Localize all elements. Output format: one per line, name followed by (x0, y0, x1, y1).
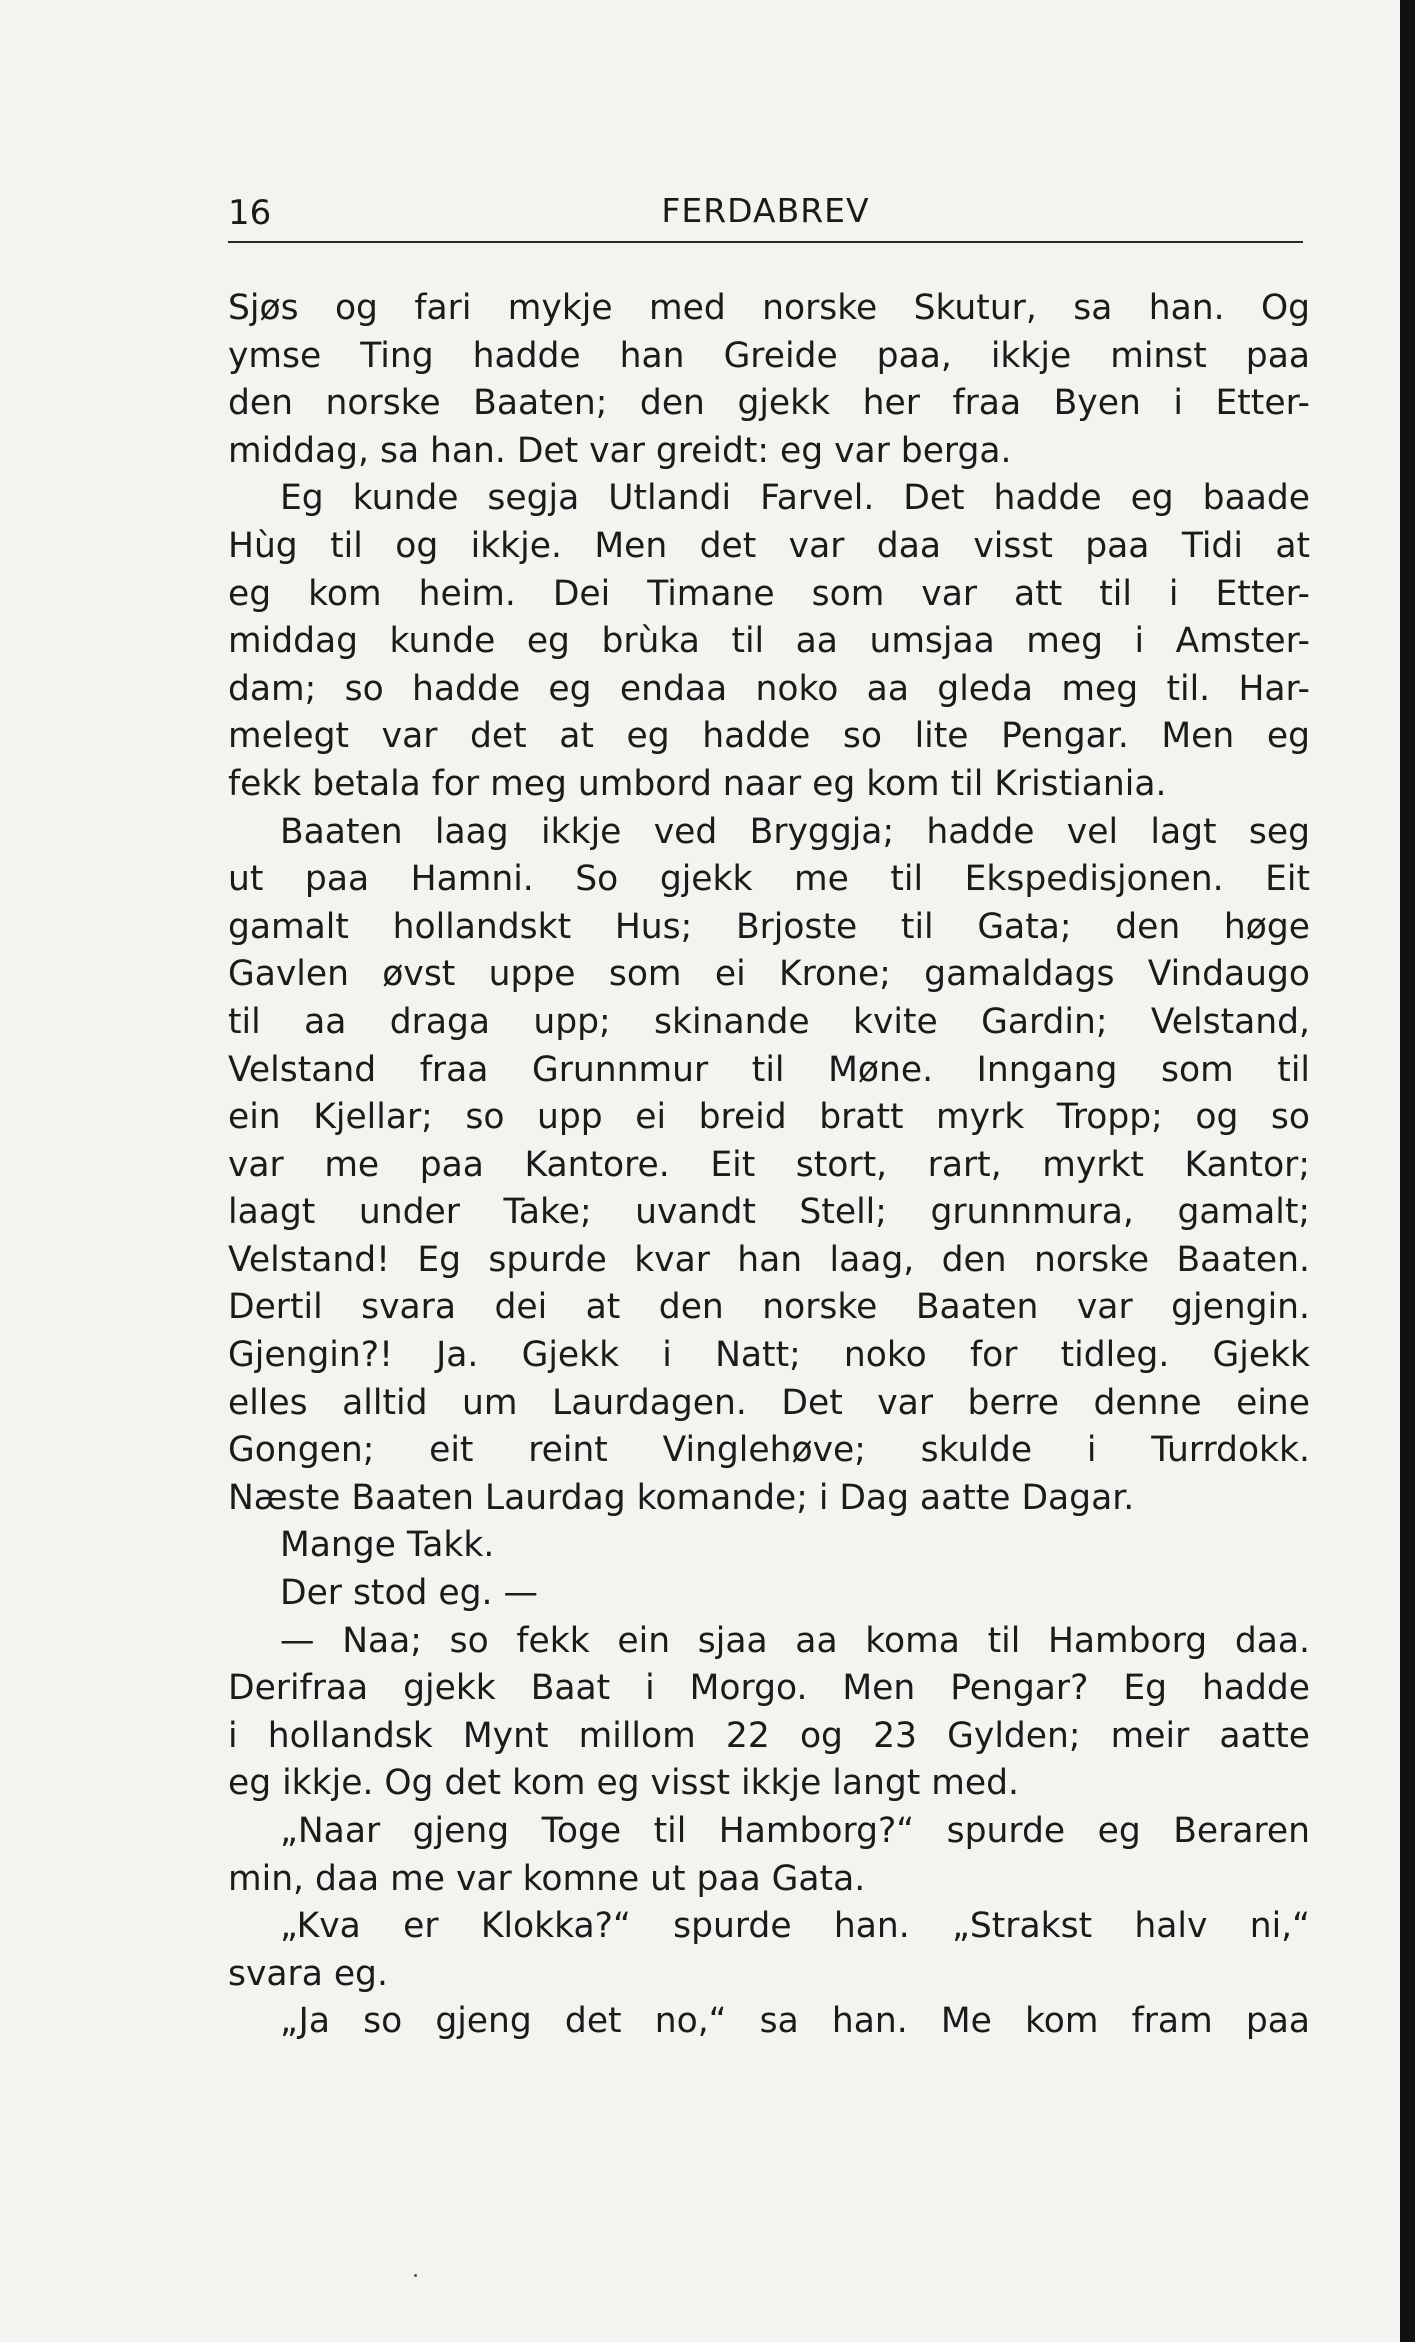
text-line: elles alltid um Laurdagen. Det var berre denne eine (228, 1382, 1310, 1423)
text-line: laagt under Take; uvandt Stell; grunnmura, gamalt; (228, 1192, 1310, 1233)
text-line: „Naar gjeng Toge til Hamborg?“ spurde eg Beraren (280, 1811, 1310, 1851)
text-line: Gavlen øvst uppe som ei Krone; gamaldags Vindaugo (228, 954, 1310, 995)
text-line: Gongen; eit reint Vinglehøve; skulde i Turrdokk. (228, 1430, 1310, 1471)
page-number: 16 (228, 193, 272, 233)
text-line: til aa draga upp; skinande kvite Gardin; Velstand, (228, 1001, 1310, 1042)
text-line: — Naa; so fekk ein sjaa aa koma til Hamborg daa. (280, 1620, 1310, 1661)
text-line: Sjøs og fari mykje med norske Skutur, sa han. Og (228, 288, 1310, 328)
paper-speck (414, 2274, 417, 2277)
text-line: eg kom heim. Dei Timane som var att til i Etter- (228, 573, 1310, 614)
text-line: ein Kjellar; so upp ei breid bratt myrk Tropp; og so (228, 1097, 1310, 1138)
text-line: Næste Baaten Laurdag komande; i Dag aatte Dagar. (228, 1477, 1135, 1518)
text-line: Der stod eg. — (280, 1573, 538, 1614)
text-line: dam; so hadde eg endaa noko aa gleda meg til. Har- (228, 668, 1310, 709)
text-line: melegt var det at eg hadde so lite Pengar. Men eg (228, 716, 1310, 757)
running-title: FERDABREV (661, 191, 870, 230)
page-header (228, 185, 1303, 243)
text-line: „Ja so gjeng det no,“ sa han. Me kom fram paa (280, 2001, 1310, 2042)
text-line: den norske Baaten; den gjekk her fraa Byen i Etter- (228, 383, 1310, 424)
text-line: gamalt hollandskt Hus; Brjoste til Gata; den høge (228, 906, 1310, 947)
text-line: Velstand fraa Grunnmur til Møne. Inngang som til (228, 1049, 1310, 1090)
text-line: Dertil svara dei at den norske Baaten var gjengin. (228, 1287, 1310, 1328)
text-line: ymse Ting hadde han Greide paa, ikkje minst paa (228, 335, 1310, 376)
text-line: svara eg. (228, 1953, 388, 1994)
text-line: eg ikkje. Og det kom eg visst ikkje langt med. (228, 1763, 1019, 1804)
text-line: var me paa Kantore. Eit stort, rart, myrkt Kantor; (228, 1144, 1310, 1185)
text-line: fekk betala for meg umbord naar eg kom til Kristiania. (228, 763, 1167, 804)
text-line: min, daa me var komne ut paa Gata. (228, 1858, 866, 1899)
scan-edge (1400, 0, 1415, 2342)
text-line: middag kunde eg brùka til aa umsjaa meg i Amster- (228, 621, 1310, 662)
text-line: Hùg til og ikkje. Men det var daa visst paa Tidi at (228, 525, 1310, 566)
text-line: middag, sa han. Det var greidt: eg var berga. (228, 430, 1012, 471)
text-line: ut paa Hamni. So gjekk me til Ekspedisjonen. Eit (228, 859, 1310, 900)
text-line: Derifraa gjekk Baat i Morgo. Men Pengar? Eg hadde (228, 1668, 1310, 1709)
text-line: i hollandsk Mynt millom 22 og 23 Gylden; meir aatte (228, 1715, 1310, 1756)
text-line: Eg kunde segja Utlandi Farvel. Det hadde eg baade (280, 478, 1310, 519)
text-line: Velstand! Eg spurde kvar han laag, den norske Baaten. (228, 1239, 1310, 1280)
body-text (228, 285, 1310, 2046)
text-line: Baaten laag ikkje ved Bryggja; hadde vel lagt seg (280, 811, 1310, 852)
text-line: „Kva er Klokka?“ spurde han. „Strakst halv ni,“ (280, 1906, 1310, 1947)
text-line: Gjengin?! Ja. Gjekk i Natt; noko for tidleg. Gjekk (228, 1335, 1310, 1376)
text-line: Mange Takk. (280, 1525, 495, 1566)
